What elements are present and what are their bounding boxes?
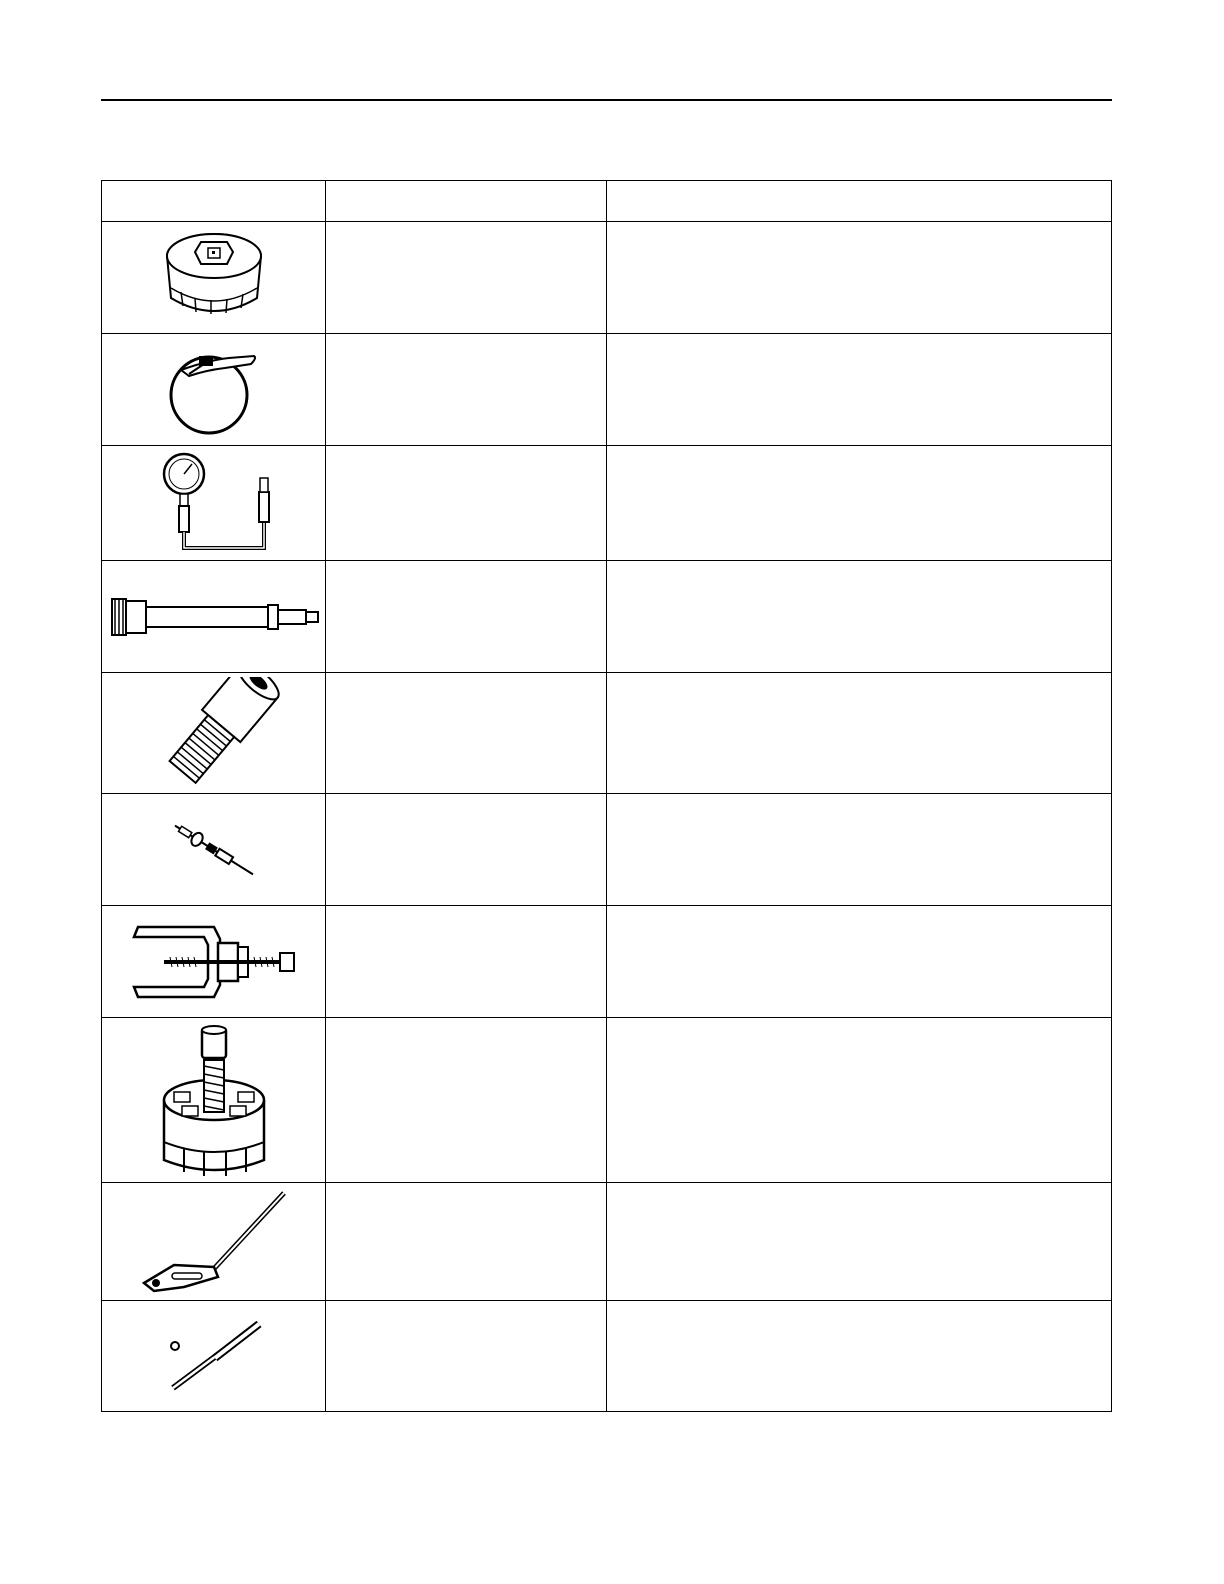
tool-name	[326, 561, 607, 673]
tool-illustration-cell	[102, 794, 326, 906]
header-description	[607, 181, 1112, 222]
oil-filter-wrench-icon	[159, 228, 269, 328]
table-header-row	[102, 181, 1112, 222]
tool-description	[607, 561, 1112, 673]
table-row	[102, 446, 1112, 561]
tool-illustration-cell	[102, 1018, 326, 1183]
pin-punch-with-ball-icon	[159, 1316, 269, 1396]
tool-illustration-cell	[102, 673, 326, 794]
tool-name	[326, 794, 607, 906]
tool-illustration-cell	[102, 1183, 326, 1301]
tool-name	[326, 222, 607, 334]
piston-ring-compressor-icon	[159, 340, 269, 440]
tool-description	[607, 222, 1112, 334]
tool-description	[607, 906, 1112, 1018]
tool-name	[326, 1018, 607, 1183]
tool-illustration-cell	[102, 561, 326, 673]
tool-name	[326, 906, 607, 1018]
spoke-wrench-icon	[134, 1187, 294, 1297]
special-tools-table	[101, 180, 1112, 1412]
tool-description	[607, 673, 1112, 794]
header-rule	[101, 99, 1112, 101]
table-row	[102, 1183, 1112, 1301]
gear-puller-icon	[124, 917, 304, 1007]
tool-illustration-cell	[102, 334, 326, 446]
tool-illustration-cell	[102, 906, 326, 1018]
tool-description	[607, 446, 1112, 561]
table-row	[102, 1301, 1112, 1412]
table-row	[102, 334, 1112, 446]
tool-description	[607, 794, 1112, 906]
table-row	[102, 794, 1112, 906]
bearing-puller-icon	[154, 1020, 274, 1180]
tool-description	[607, 334, 1112, 446]
tool-name	[326, 1301, 607, 1412]
tool-description	[607, 1183, 1112, 1301]
tool-name	[326, 1183, 607, 1301]
table-row	[102, 906, 1112, 1018]
tool-illustration-cell	[102, 1301, 326, 1412]
header-tool-name	[326, 181, 607, 222]
tool-name	[326, 446, 607, 561]
threaded-adapter-shaft-icon	[106, 587, 322, 647]
header-illustration	[102, 181, 326, 222]
tool-name	[326, 334, 607, 446]
compression-gauge-icon	[154, 448, 274, 558]
tool-name	[326, 673, 607, 794]
threaded-sleeve-icon	[144, 677, 284, 789]
tool-description	[607, 1301, 1112, 1412]
small-pin-tool-icon	[164, 810, 264, 890]
table-row	[102, 561, 1112, 673]
tool-description	[607, 1018, 1112, 1183]
table-row	[102, 222, 1112, 334]
table-row	[102, 673, 1112, 794]
tool-illustration-cell	[102, 446, 326, 561]
tool-illustration-cell	[102, 222, 326, 334]
table-row	[102, 1018, 1112, 1183]
